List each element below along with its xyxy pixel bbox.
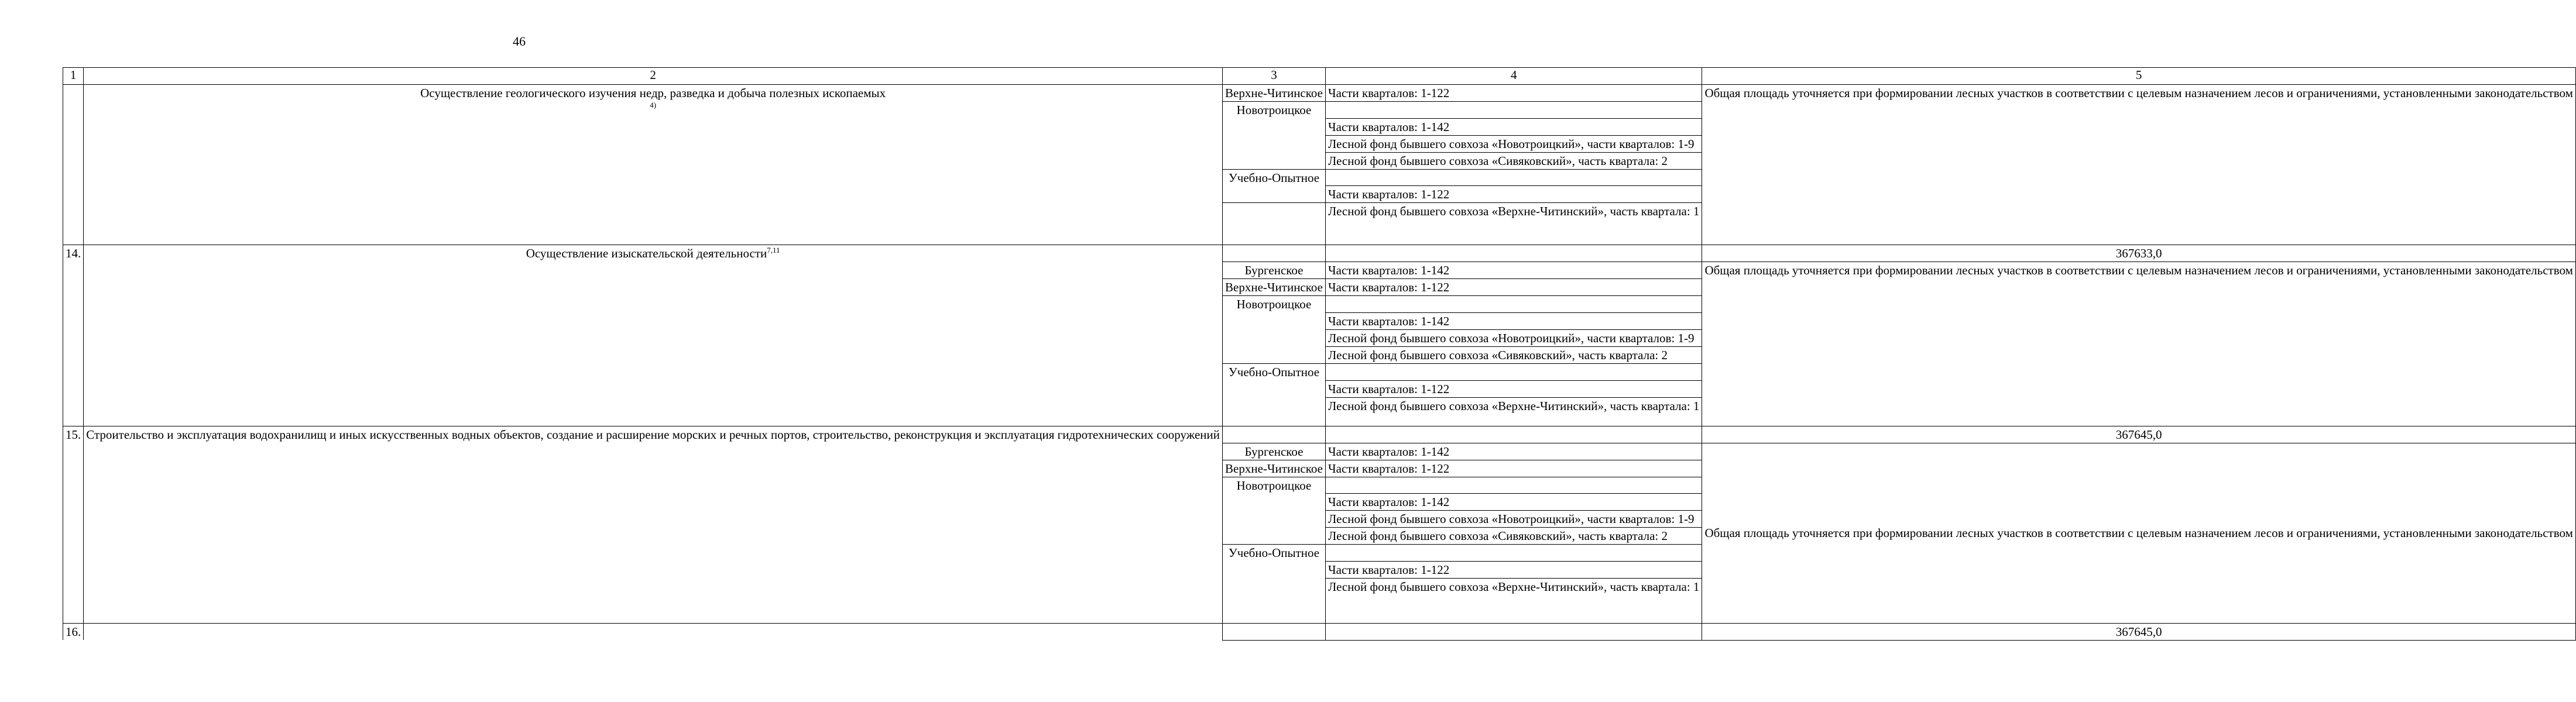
location-cell: Лесной фонд бывшего совхоза «Верхне-Читинский», часть квартала: 1 bbox=[1325, 203, 1702, 245]
row-number-cell: 14. bbox=[63, 245, 84, 426]
forestry-cell: Бургенское bbox=[1223, 262, 1326, 279]
activity-cell bbox=[84, 84, 1223, 245]
location-cell bbox=[1325, 545, 1702, 562]
area-note-cell: Общая площадь уточняется при формировании лесных участков в соответствии с целевым назначением лесов и ограничениями, установленными законодательством bbox=[1702, 443, 2575, 623]
row-number-cell: 16. bbox=[63, 623, 84, 640]
forestry-cell bbox=[1223, 203, 1326, 245]
footnote-mark: 4) bbox=[650, 101, 657, 110]
forestry-cell bbox=[1223, 426, 1326, 443]
area-cell: 367633,0 bbox=[1702, 245, 2575, 262]
area-note-cell: Общая площадь уточняется при формировании лесных участков в соответствии с целевым назначением лесов и ограничениями, установленными законодательством bbox=[1702, 84, 2575, 245]
page-number: 46 bbox=[513, 34, 526, 49]
location-cell: Лесной фонд бывшего совхоза «Сивяковский», часть квартала: 2 bbox=[1325, 152, 1702, 169]
forestry-cell: Верхне-Читинское bbox=[1223, 279, 1326, 296]
forestry-cell: Верхне-Читинское bbox=[1223, 460, 1326, 477]
forestry-cell: Новотроицкое bbox=[1223, 477, 1326, 545]
forestry-cell: Бургенское bbox=[1223, 443, 1326, 460]
area-cell: 367645,0 bbox=[1702, 426, 2575, 443]
forestry-cell: Учебно-Опытное bbox=[1223, 169, 1326, 203]
location-cell: Части кварталов: 1-122 bbox=[1325, 279, 1702, 296]
activity-cell bbox=[84, 623, 1223, 640]
location-cell: Части кварталов: 1-142 bbox=[1325, 494, 1702, 511]
area-note-cell: Общая площадь уточняется при формировании лесных участков в соответствии с целевым назначением лесов и ограничениями, установленными законодательством bbox=[1702, 262, 2575, 426]
footnote-mark: 7,11 bbox=[767, 246, 780, 255]
location-cell: Лесной фонд бывшего совхоза «Новотроицкий», части кварталов: 1-9 bbox=[1325, 511, 1702, 528]
location-cell: Части кварталов: 1-122 bbox=[1325, 460, 1702, 477]
table-row bbox=[63, 84, 2576, 101]
location-cell: Лесной фонд бывшего совхоза «Верхне-Читинский», часть квартала: 1 bbox=[1325, 579, 1702, 624]
forestry-cell bbox=[1223, 623, 1326, 640]
row-number-cell bbox=[63, 84, 84, 245]
location-cell bbox=[1325, 477, 1702, 494]
location-cell: Части кварталов: 1-142 bbox=[1325, 118, 1702, 135]
activity-cell bbox=[84, 245, 1223, 426]
location-cell: Части кварталов: 1-142 bbox=[1325, 262, 1702, 279]
location-cell: Лесной фонд бывшего совхоза «Новотроицкий», части кварталов: 1-9 bbox=[1325, 135, 1702, 152]
forestry-cell: Верхне-Читинское bbox=[1223, 84, 1326, 101]
location-cell bbox=[1325, 169, 1702, 186]
location-cell: Части кварталов: 1-142 bbox=[1325, 312, 1702, 329]
header-cell: 5 bbox=[1702, 68, 2575, 85]
table-row bbox=[63, 623, 2576, 640]
location-cell: Части кварталов: 1-122 bbox=[1325, 84, 1702, 101]
header-cell: 1 bbox=[63, 68, 84, 85]
forestry-cell: Учебно-Опытное bbox=[1223, 545, 1326, 624]
location-cell: Части кварталов: 1-122 bbox=[1325, 380, 1702, 397]
location-cell bbox=[1325, 296, 1702, 313]
location-cell: Части кварталов: 1-122 bbox=[1325, 562, 1702, 579]
location-cell bbox=[1325, 426, 1702, 443]
location-cell: Лесной фонд бывшего совхоза «Верхне-Читинский», часть квартала: 1 bbox=[1325, 397, 1702, 426]
location-cell: Лесной фонд бывшего совхоза «Новотроицкий», части кварталов: 1-9 bbox=[1325, 329, 1702, 346]
forestry-cell: Новотроицкое bbox=[1223, 101, 1326, 169]
header-cell: 2 bbox=[84, 68, 1223, 85]
location-cell: Лесной фонд бывшего совхоза «Сивяковский», часть квартала: 2 bbox=[1325, 528, 1702, 545]
table-row bbox=[63, 245, 2576, 262]
area-cell: 367645,0 bbox=[1702, 623, 2575, 640]
location-cell: Лесной фонд бывшего совхоза «Сивяковский», часть квартала: 2 bbox=[1325, 346, 1702, 363]
location-cell bbox=[1325, 623, 1702, 640]
header-row bbox=[63, 68, 2576, 85]
location-cell: Части кварталов: 1-122 bbox=[1325, 186, 1702, 203]
header-cell: 4 bbox=[1325, 68, 1702, 85]
forest-use-table bbox=[63, 67, 2576, 641]
location-cell bbox=[1325, 363, 1702, 380]
forestry-cell: Учебно-Опытное bbox=[1223, 363, 1326, 426]
activity-text: Осуществление геологического изучения недр, разведка и добыча полезных ископаемых bbox=[420, 85, 886, 100]
activity-text: Осуществление изыскательской деятельности bbox=[526, 246, 767, 261]
row-number-cell: 15. bbox=[63, 426, 84, 623]
activity-cell: Строительство и эксплуатация водохранилищ и иных искусственных водных объектов, создание и расширение морских и речных портов, строительство, реконструкция и эксплуатация гидротехнических сооружений bbox=[84, 426, 1223, 623]
location-cell bbox=[1325, 101, 1702, 118]
location-cell: Части кварталов: 1-142 bbox=[1325, 443, 1702, 460]
forestry-cell bbox=[1223, 245, 1326, 262]
table-row bbox=[63, 426, 2576, 443]
forestry-cell: Новотроицкое bbox=[1223, 296, 1326, 364]
location-cell bbox=[1325, 245, 1702, 262]
header-cell: 3 bbox=[1223, 68, 1326, 85]
